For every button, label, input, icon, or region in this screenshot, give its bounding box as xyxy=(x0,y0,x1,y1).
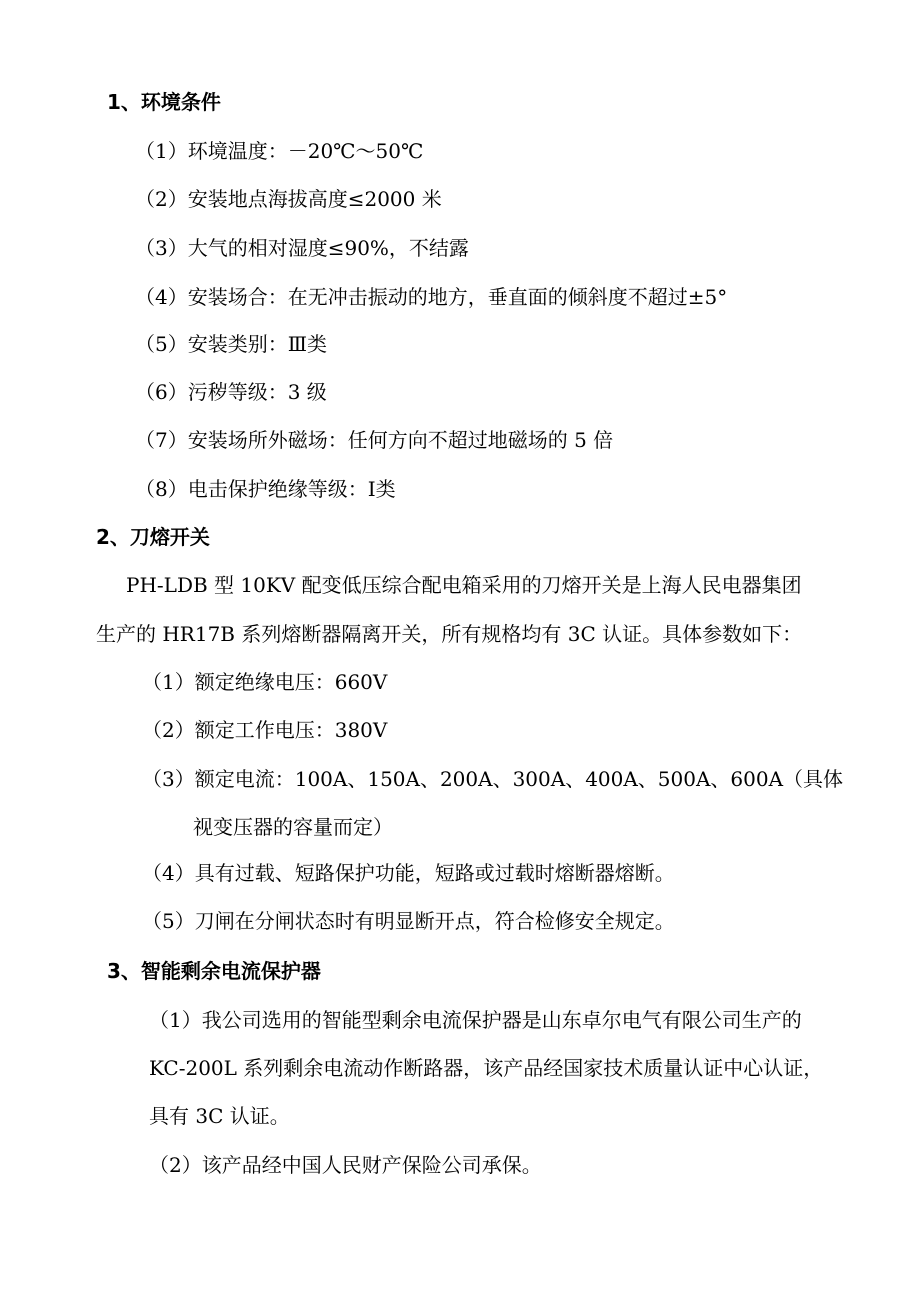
section2-item-1: （1）额定绝缘电压：660V xyxy=(142,670,388,694)
section1-item-6: （6）污秽等级：3 级 xyxy=(135,380,327,404)
section1-item-1: （1）环境温度：－20℃～50℃ xyxy=(135,139,424,163)
section1-title: 1、环境条件 xyxy=(107,90,221,114)
section1-item-4: （4）安装场合：在无冲击振动的地方，垂直面的倾斜度不超过±5° xyxy=(135,285,728,309)
section2-item-3-cont: 视变压器的容量而定） xyxy=(193,815,393,839)
section2-item-4: （4）具有过载、短路保护功能，短路或过载时熔断器熔断。 xyxy=(142,861,675,885)
section1-item-3: （3）大气的相对湿度≤90%，不结露 xyxy=(135,236,469,260)
section2-item-5: （5）刀闸在分闸状态时有明显断开点，符合检修安全规定。 xyxy=(142,909,675,933)
section1-item-5: （5）安装类别：Ⅲ类 xyxy=(135,332,328,356)
section3-item2: （2）该产品经中国人民财产保险公司承保。 xyxy=(149,1153,542,1177)
section2-item-3: （3）额定电流：100A、150A、200A、300A、400A、500A、600A（具体 xyxy=(142,767,844,791)
section3-item1-line2: KC-200L 系列剩余电流动作断路器，该产品经国家技术质量认证中心认证， xyxy=(149,1056,824,1080)
section1-item-7: （7）安装场所外磁场：任何方向不超过地磁场的 5 倍 xyxy=(135,428,614,452)
section3-item1-line3: 具有 3C 认证。 xyxy=(149,1104,290,1128)
section2-intro-line1: PH-LDB 型 10KV 配变低压综合配电箱采用的刀熔开关是上海人民电器集团 xyxy=(126,573,802,597)
section1-item-2: （2）安装地点海拔高度≤2000 米 xyxy=(135,187,442,211)
section3-item1-line1: （1）我公司选用的智能型剩余电流保护器是山东卓尔电气有限公司生产的 xyxy=(149,1008,802,1032)
section2-item-2: （2）额定工作电压：380V xyxy=(142,718,388,742)
section3-title: 3、智能剩余电流保护器 xyxy=(107,959,321,983)
section1-item-8: （8）电击保护绝缘等级：Ⅰ类 xyxy=(135,477,396,501)
section2-title: 2、刀熔开关 xyxy=(96,525,210,549)
section2-intro-line2: 生产的 HR17B 系列熔断器隔离开关，所有规格均有 3C 认证。具体参数如下： xyxy=(96,622,803,646)
